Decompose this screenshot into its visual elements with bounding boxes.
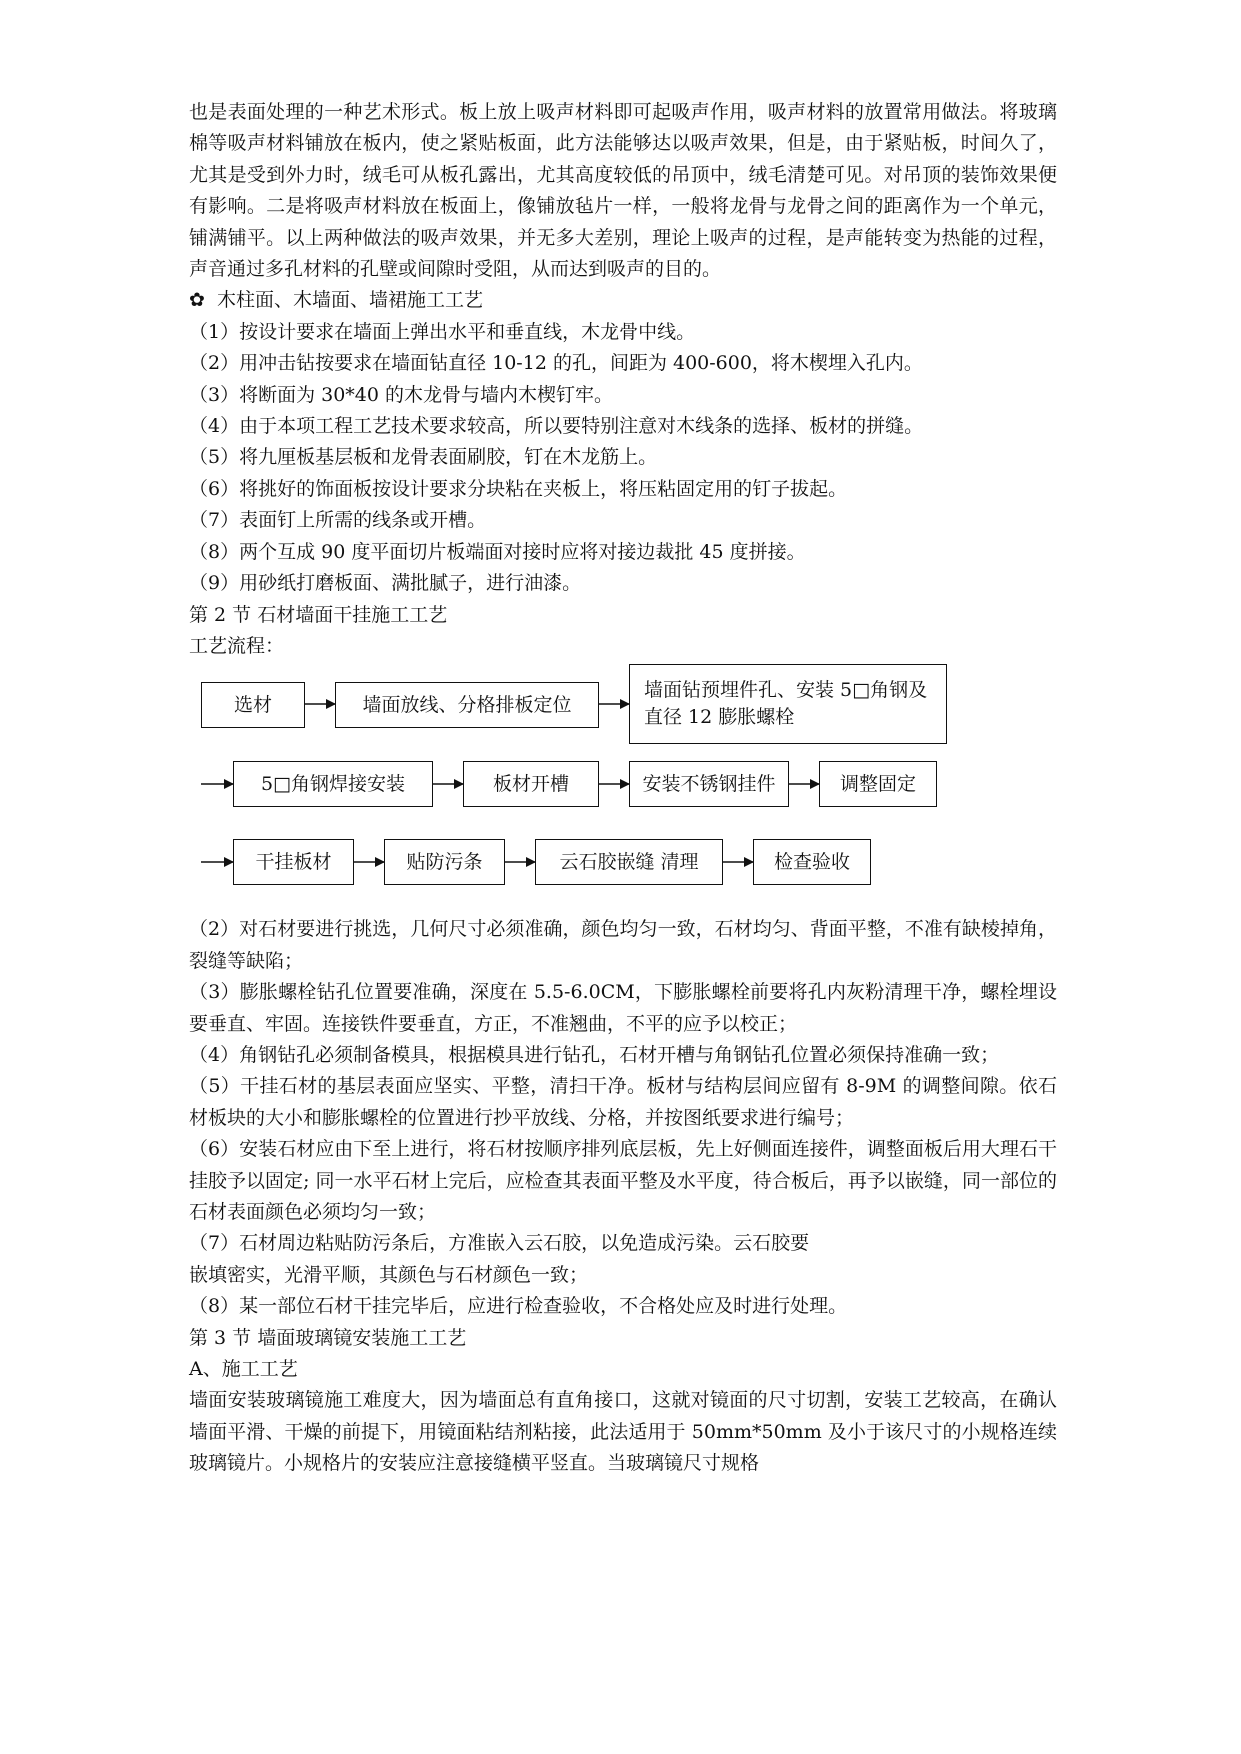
- wood-step: （7）表面钉上所需的线条或开槽。: [189, 509, 487, 532]
- wood-step: （2）用冲击钻按要求在墙面钻直径 10-12 的孔，间距为 400-600，将木楔埋入孔内。: [189, 352, 923, 375]
- flow-step-wall-layout: 墙面放线、分格排板定位: [335, 682, 599, 728]
- stone-note: 嵌填密实，光滑平顺，其颜色与石材颜色一致；: [189, 1263, 589, 1286]
- flow-step-select-material: 选材: [201, 682, 305, 728]
- wood-step: （9）用砂纸打磨板面、满批腻子，进行油漆。: [189, 572, 582, 595]
- flow-step-install-hangers: 安装不锈钢挂件: [629, 761, 789, 807]
- flow-step-caulk-clean: 云石胶嵌缝 清理: [535, 839, 723, 885]
- section2-title: 第 2 节 石材墙面干挂施工工艺: [189, 603, 448, 626]
- flow-step-inspection: 检查验收: [753, 839, 871, 885]
- flow-step-drill-holes: 墙面钻预埋件孔、安装 5□角钢及直径 12 膨胀螺栓: [629, 664, 947, 744]
- stone-note: （2）对石材要进行挑选，几何尺寸必须准确，颜色均匀一致，石材均匀、背面平整，不准有缺棱掉角，裂缝等缺陷；: [189, 918, 1057, 972]
- intro-paragraph: 也是表面处理的一种艺术形式。板上放上吸声材料即可起吸声作用，吸声材料的放置常用做法。将玻璃棉等吸声材料铺放在板内，使之紧贴板面，此方法能够达以吸声效果，但是，由于紧贴板，时间久了，尤其是受到外力时，绒毛可从板孔露出，尤其高度较低的吊顶中，绒毛清楚可见。对吊顶的装饰效果便有影响。二是将吸声材料放在板面上，像铺放毡片一样，一般将龙骨与龙骨之间的距离作为一个单元，铺满铺平。以上两种做法的吸声效果，并无多大差别，理论上吸声的过程，是声能转变为热能的过程，声音通过多孔材料的孔壁或间隙时受阻，从而达到吸声的目的。: [189, 101, 1057, 281]
- stone-note: （5）干挂石材的基层表面应坚实、平整，清扫干净。板材与结构层间应留有 8-9M 的调整间隙。依石材板块的大小和膨胀螺栓的位置进行抄平放线、分格，并按图纸要求进行编号；: [189, 1075, 1057, 1129]
- stone-note: （7）石材周边粘贴防污条后，方准嵌入云石胶，以免造成污染。云石胶要: [189, 1232, 810, 1255]
- flow-step-slotting: 板材开槽: [463, 761, 599, 807]
- process-flowchart: [189, 664, 1057, 914]
- stone-notes-list: [189, 914, 1057, 1322]
- wood-steps-list: [189, 317, 1057, 600]
- flow-step-adjust-fix: 调整固定: [819, 761, 937, 807]
- document-page: [189, 97, 1057, 1480]
- stone-note: （4）角钢钻孔必须制备模具，根据模具进行钻孔，石材开槽与角钢钻孔位置必须保持准确一致；: [189, 1043, 1000, 1066]
- wood-step: （4）由于本项工程工艺技术要求较高，所以要特别注意对木线条的选择、板材的拼缝。: [189, 415, 924, 438]
- wood-section-title: 木柱面、木墙面、墙裙施工工艺: [217, 289, 484, 312]
- flow-step-anti-stain-strip: 贴防污条: [384, 839, 505, 885]
- stone-note: （3）膨胀螺栓钻孔位置要准确，深度在 5.5-6.0CM，下膨胀螺栓前要将孔内灰粉清理干净，螺栓埋设要垂直、牢固。连接铁件要垂直，方正，不准翘曲，不平的应予以校正；: [189, 981, 1057, 1035]
- flow-step-hang-boards: 干挂板材: [233, 839, 354, 885]
- flow-step-weld-angle-steel: 5□角钢焊接安装: [233, 761, 433, 807]
- wood-section-heading: [189, 285, 1057, 316]
- wood-step: （1）按设计要求在墙面上弹出水平和垂直线，木龙骨中线。: [189, 320, 696, 343]
- section3-subtitle: A、施工工艺: [189, 1358, 298, 1380]
- section3-title: 第 3 节 墙面玻璃镜安装施工工艺: [189, 1326, 467, 1349]
- wood-step: （5）将九厘板基层板和龙骨表面刷胶，钉在木龙筋上。: [189, 446, 658, 469]
- stone-note: （8）某一部位石材干挂完毕后，应进行检查验收，不合格处应及时进行处理。: [189, 1295, 848, 1318]
- wood-step: （3）将断面为 30*40 的木龙骨与墙内木楔钉牢。: [189, 383, 614, 406]
- wood-step: （6）将挑好的饰面板按设计要求分块粘在夹板上，将压粘固定用的钉子拔起。: [189, 477, 848, 500]
- flower-bullet-icon: ✿: [189, 289, 205, 312]
- stone-note: （6）安装石材应由下至上进行，将石材按顺序排列底层板，先上好侧面连接件，调整面板后用大理石干挂胶予以固定; 同一水平石材上完后，应检查其表面平整及水平度，待合板后，再予以嵌缝，同一部位的石材表面颜色必须均匀一致；: [189, 1138, 1057, 1223]
- flow-label: 工艺流程：: [189, 634, 285, 657]
- section3-paragraph: 墙面安装玻璃镜施工难度大，因为墙面总有直角接口，这就对镜面的尺寸切割，安装工艺较高，在确认墙面平滑、干燥的前提下，用镜面粘结剂粘接，此法适用于 50mm*50mm 及小于该尺寸的小规格连续玻璃镜片。小规格片的安装应注意接缝横平竖直。当玻璃镜尺寸规格: [189, 1389, 1057, 1475]
- wood-step: （8）两个互成 90 度平面切片板端面对接时应将对接边裁批 45 度拼接。: [189, 540, 806, 563]
